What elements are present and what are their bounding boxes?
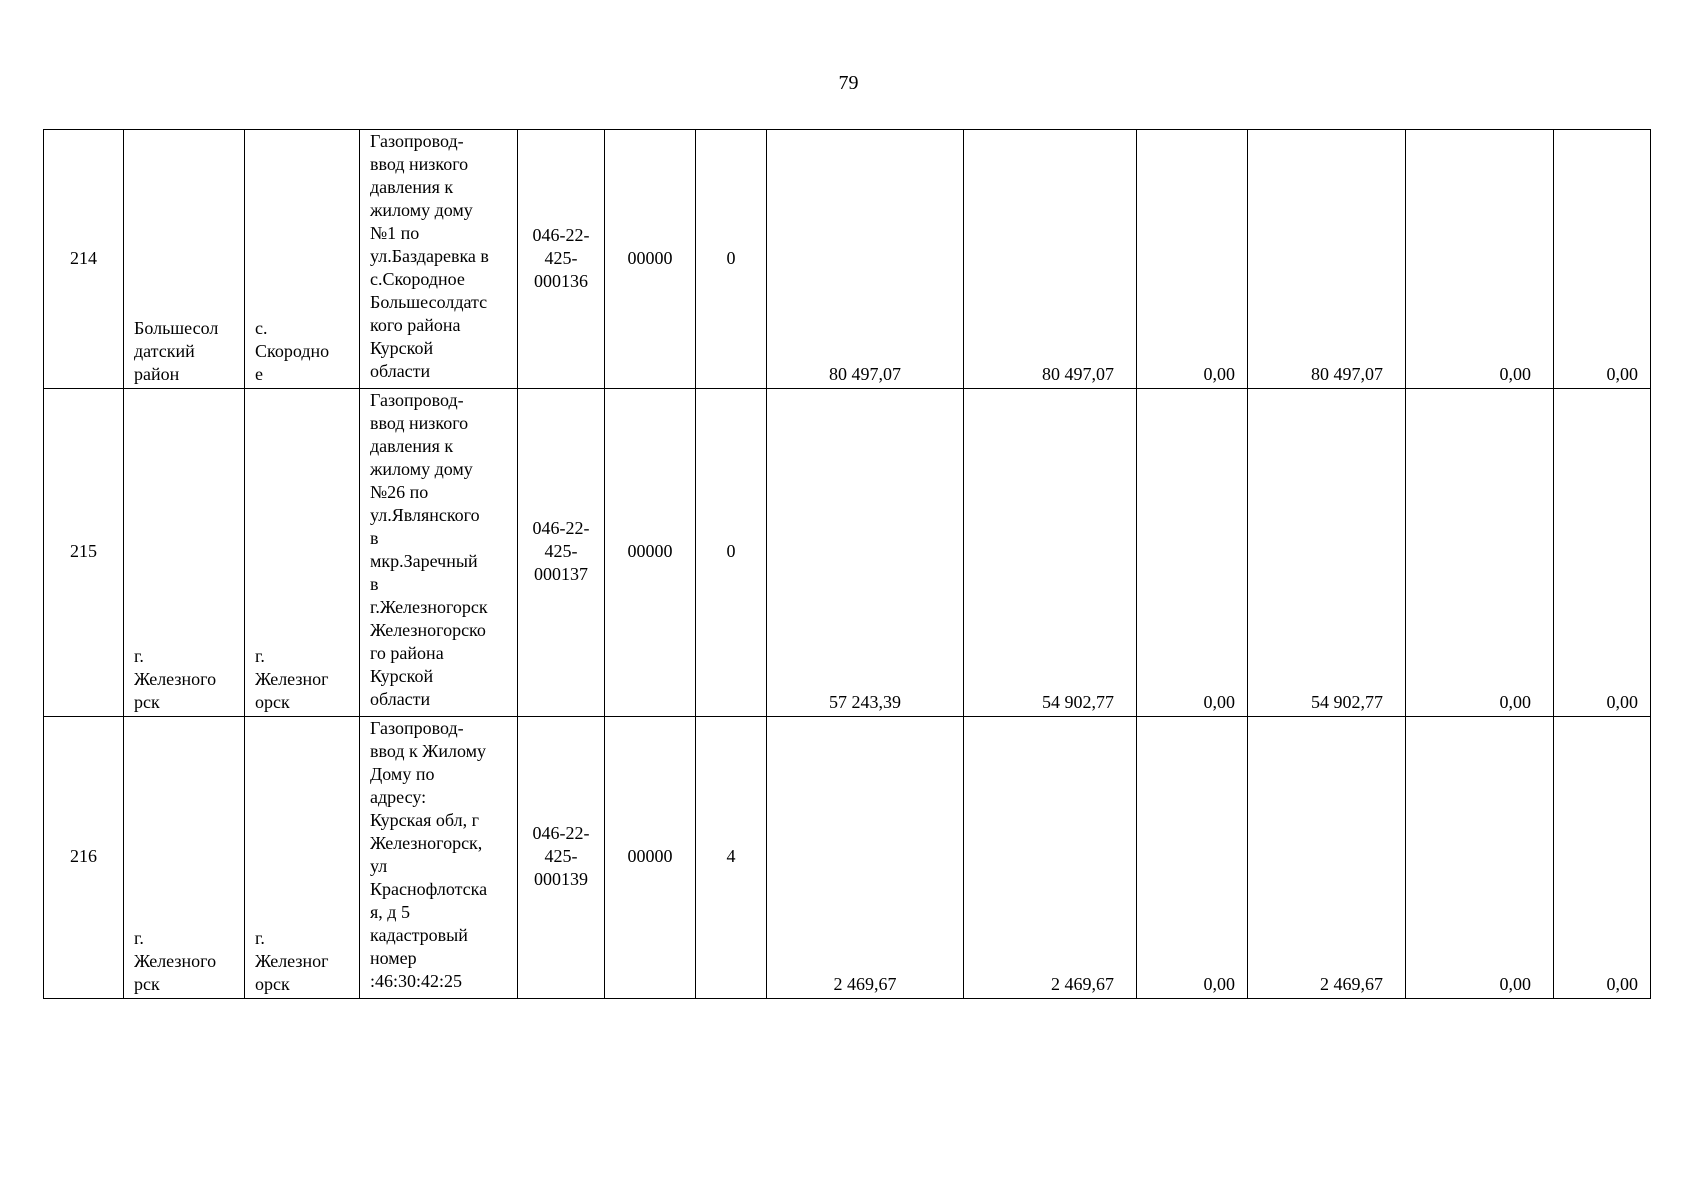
district-cell: г. Железного рск xyxy=(124,717,245,999)
page-number: 79 xyxy=(838,72,859,94)
object-description-cell: Газопровод- ввод низкого давления к жилому дому №1 по ул.Баздаревка в с.Скородное Большесолдатс кого района Курской области xyxy=(360,130,518,389)
object-description-cell: Газопровод- ввод низкого давления к жилому дому №26 по ул.Являнского в мкр.Заречный в г.Железногорск Железногорско го района Курской области xyxy=(360,389,518,717)
locality-cell: г. Железног орск xyxy=(245,389,360,717)
sum-cell-4: 80 497,07 xyxy=(1248,130,1406,389)
table-row xyxy=(44,717,1651,999)
sum-cell-5: 0,00 xyxy=(1406,717,1554,999)
value-cell: 0 xyxy=(696,130,767,389)
row-number: 214 xyxy=(44,130,124,389)
object-description-cell: Газопровод- ввод к Жилому Дому по адресу: Курская обл, г Железногорск, ул Краснофлотска я, д 5 кадастровый номер :46:30:42:25 xyxy=(360,717,518,999)
registry-code-cell: 046-22- 425- 000137 xyxy=(518,389,605,717)
sum-cell-3: 0,00 xyxy=(1137,717,1248,999)
sum-cell-2: 54 902,77 xyxy=(964,389,1137,717)
registry-code-cell: 046-22- 425- 000139 xyxy=(518,717,605,999)
sum-cell-1: 2 469,67 xyxy=(767,717,964,999)
sum-cell-6: 0,00 xyxy=(1554,389,1651,717)
row-number: 216 xyxy=(44,717,124,999)
value-cell: 4 xyxy=(696,717,767,999)
sum-cell-2: 2 469,67 xyxy=(964,717,1137,999)
sum-cell-4: 54 902,77 xyxy=(1248,389,1406,717)
id-cell: 00000 xyxy=(605,130,696,389)
table-row xyxy=(44,130,1651,389)
value-cell: 0 xyxy=(696,389,767,717)
registry-table xyxy=(43,129,1651,999)
sum-cell-5: 0,00 xyxy=(1406,130,1554,389)
registry-code-cell: 046-22- 425- 000136 xyxy=(518,130,605,389)
sum-cell-6: 0,00 xyxy=(1554,130,1651,389)
sum-cell-1: 80 497,07 xyxy=(767,130,964,389)
district-cell: г. Железного рск xyxy=(124,389,245,717)
sum-cell-3: 0,00 xyxy=(1137,389,1248,717)
table-row xyxy=(44,389,1651,717)
sum-cell-5: 0,00 xyxy=(1406,389,1554,717)
id-cell: 00000 xyxy=(605,389,696,717)
sum-cell-4: 2 469,67 xyxy=(1248,717,1406,999)
sum-cell-2: 80 497,07 xyxy=(964,130,1137,389)
locality-cell: с. Скородно е xyxy=(245,130,360,389)
sum-cell-6: 0,00 xyxy=(1554,717,1651,999)
sum-cell-3: 0,00 xyxy=(1137,130,1248,389)
sum-cell-1: 57 243,39 xyxy=(767,389,964,717)
row-number: 215 xyxy=(44,389,124,717)
locality-cell: г. Железног орск xyxy=(245,717,360,999)
district-cell: Большесол датский район xyxy=(124,130,245,389)
id-cell: 00000 xyxy=(605,717,696,999)
